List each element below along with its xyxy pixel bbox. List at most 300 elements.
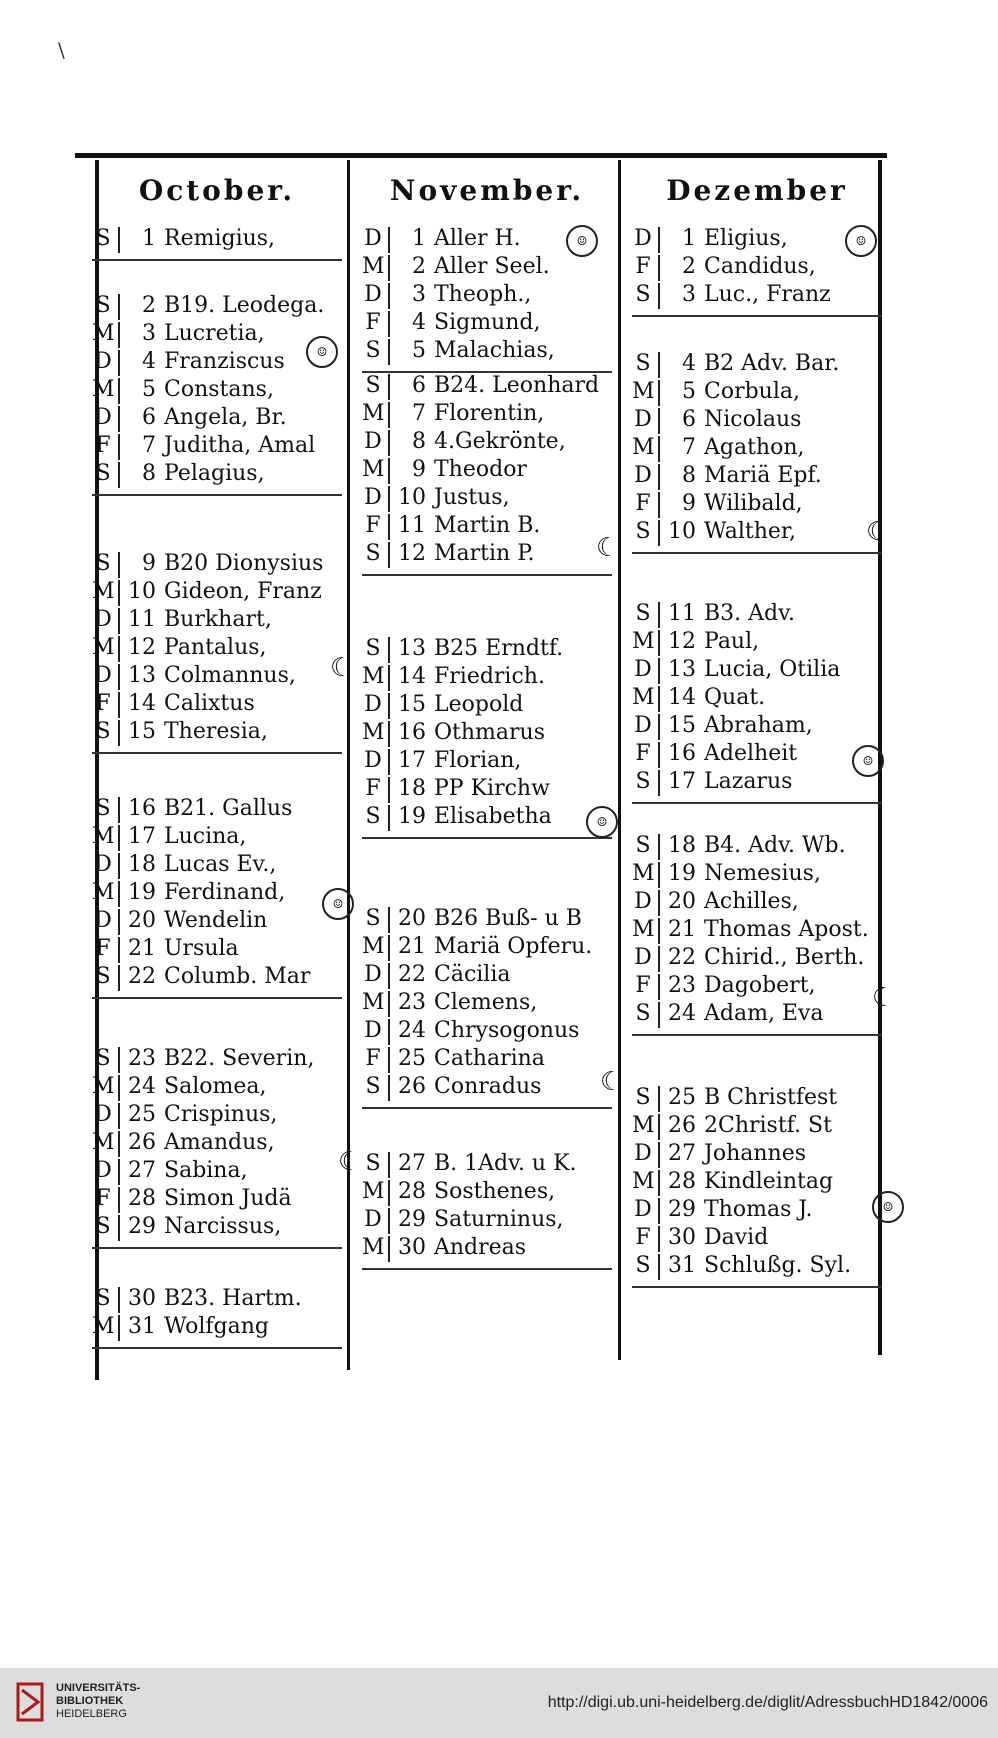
day-row (82, 606, 352, 634)
day-number: 31 (668, 1253, 696, 1278)
column-separator (118, 965, 120, 991)
day-row (622, 406, 892, 434)
day-number: 7 (412, 401, 426, 426)
day-row (622, 490, 892, 518)
day-row (82, 662, 352, 690)
column-separator (388, 1047, 390, 1073)
weekday-abbrev: D (94, 908, 112, 933)
column-separator (658, 520, 660, 546)
column-separator (388, 311, 390, 337)
day-number: 30 (668, 1225, 696, 1250)
day-number: 10 (128, 579, 156, 604)
saint-name: B Christfest (704, 1085, 838, 1110)
saint-name: Pelagius, (164, 461, 265, 486)
weekday-abbrev: F (365, 1046, 381, 1071)
column-separator (118, 434, 120, 460)
saint-name: Candidus, (704, 254, 816, 279)
column-separator (658, 834, 660, 860)
column-separator (388, 486, 390, 512)
day-number: 2 (142, 293, 156, 318)
weekday-abbrev: S (95, 293, 111, 318)
moon-phase-icon: ☺ (852, 745, 884, 777)
weekday-abbrev: D (634, 407, 652, 432)
column-separator (388, 805, 390, 831)
day-number: 23 (668, 973, 696, 998)
week-block (352, 1150, 622, 1270)
day-number: 21 (128, 936, 156, 961)
day-row (622, 684, 892, 712)
week-block (82, 292, 352, 496)
saint-name: B. 1Adv. u K. (434, 1151, 577, 1176)
day-number: 21 (398, 934, 426, 959)
weekday-abbrev: S (95, 964, 111, 989)
week-block (622, 350, 892, 554)
column-separator (388, 749, 390, 775)
day-row (82, 935, 352, 963)
column-separator (388, 1152, 390, 1178)
day-number: 23 (128, 1046, 156, 1071)
saint-name: Abraham, (704, 713, 813, 738)
day-number: 18 (398, 776, 426, 801)
day-number: 2 (682, 254, 696, 279)
day-number: 27 (668, 1141, 696, 1166)
day-number: 18 (128, 852, 156, 877)
moon-phase-icon: ☺ (306, 336, 338, 368)
saint-name: Crispinus, (164, 1102, 278, 1127)
day-row (622, 518, 892, 546)
saint-name: Nemesius, (704, 861, 821, 886)
week-rule (632, 1286, 882, 1288)
day-row (82, 432, 352, 460)
day-number: 24 (398, 1018, 426, 1043)
column-separator (118, 937, 120, 963)
saint-name: B22. Severin, (164, 1046, 315, 1071)
column-separator (658, 1086, 660, 1112)
day-number: 21 (668, 917, 696, 942)
day-row (622, 628, 892, 656)
column-separator (658, 890, 660, 916)
weekday-abbrev: M (632, 1169, 655, 1194)
weekday-abbrev: F (365, 513, 381, 538)
column-separator (388, 514, 390, 540)
day-row (82, 1213, 352, 1241)
day-number: 20 (668, 889, 696, 914)
week-block (82, 225, 352, 261)
day-number: 25 (128, 1102, 156, 1127)
weekday-abbrev: S (365, 541, 381, 566)
day-row (352, 747, 622, 775)
weekday-abbrev: M (92, 377, 115, 402)
day-row (352, 663, 622, 691)
saint-name: Lazarus (704, 769, 793, 794)
weekday-abbrev: M (362, 401, 385, 426)
column-separator (118, 322, 120, 348)
saint-name: Saturninus, (434, 1207, 564, 1232)
column-separator (388, 935, 390, 961)
day-number: 18 (668, 833, 696, 858)
column-separator (388, 402, 390, 428)
day-number: 16 (128, 796, 156, 821)
day-number: 9 (682, 491, 696, 516)
source-url[interactable]: http://digi.ub.uni-heidelberg.de/diglit/AdressbuchHD1842/0006 (547, 1694, 988, 1711)
weekday-abbrev: D (94, 1102, 112, 1127)
week-rule (362, 837, 612, 839)
weekday-abbrev: M (92, 1074, 115, 1099)
saint-name: B26 Buß- u B (434, 906, 582, 931)
week-rule (92, 1347, 342, 1349)
saint-name: Simon Judä (164, 1186, 292, 1211)
weekday-abbrev: S (635, 282, 651, 307)
saint-name: Theodor (434, 457, 527, 482)
weekday-abbrev: D (364, 1018, 382, 1043)
column-separator (388, 721, 390, 747)
saint-name: Cäcilia (434, 962, 511, 987)
saint-name: Mariä Epf. (704, 463, 822, 488)
saint-name: Conradus (434, 1074, 542, 1099)
day-row (352, 1073, 622, 1101)
week-block (352, 635, 622, 839)
column-separator (658, 1002, 660, 1028)
day-row (82, 1101, 352, 1129)
day-row (82, 634, 352, 662)
day-row (352, 428, 622, 456)
day-number: 24 (128, 1074, 156, 1099)
saint-name: Andreas (434, 1235, 527, 1260)
weekday-abbrev: M (632, 861, 655, 886)
saint-name: Florentin, (434, 401, 545, 426)
day-row (352, 989, 622, 1017)
weekday-abbrev: S (95, 1286, 111, 1311)
column-separator (118, 1047, 120, 1073)
weekday-abbrev: S (95, 551, 111, 576)
day-row (622, 1196, 892, 1224)
day-row (622, 281, 892, 309)
day-number: 11 (128, 607, 156, 632)
saint-name: Columb. Mar (164, 964, 311, 989)
saint-name: Narcissus, (164, 1214, 282, 1239)
week-rule (92, 997, 342, 999)
weekday-abbrev: D (94, 852, 112, 877)
day-number: 22 (668, 945, 696, 970)
column-separator (388, 637, 390, 663)
column-separator (118, 406, 120, 432)
day-number: 28 (668, 1169, 696, 1194)
saint-name: Lucas Ev., (164, 852, 277, 877)
day-row (622, 712, 892, 740)
column-separator (118, 378, 120, 404)
column-separator (658, 436, 660, 462)
column-separator (118, 692, 120, 718)
week-block (82, 795, 352, 999)
saint-name: Sabina, (164, 1158, 248, 1183)
day-row (352, 1045, 622, 1073)
day-number: 7 (682, 435, 696, 460)
day-row (352, 309, 622, 337)
day-number: 19 (398, 804, 426, 829)
weekday-abbrev: F (95, 1186, 111, 1211)
day-row (82, 1313, 352, 1341)
column-separator (118, 1215, 120, 1241)
column-separator (658, 1198, 660, 1224)
column-separator (658, 658, 660, 684)
day-number: 26 (398, 1074, 426, 1099)
weekday-abbrev: M (92, 1314, 115, 1339)
saint-name: Wilibald, (704, 491, 803, 516)
month-title: Dezember (666, 174, 848, 207)
saint-name: Adam, Eva (704, 1001, 824, 1026)
weekday-abbrev: M (92, 1130, 115, 1155)
saint-name: Luc., Franz (704, 282, 831, 307)
weekday-abbrev: S (635, 1001, 651, 1026)
saint-name: Elisabetha (434, 804, 552, 829)
day-row (82, 907, 352, 935)
saint-name: Amandus, (164, 1130, 275, 1155)
column-separator (658, 770, 660, 796)
weekday-abbrev: M (362, 720, 385, 745)
saint-name: Thomas Apost. (704, 917, 869, 942)
saint-name: Malachias, (434, 338, 555, 363)
day-row (352, 803, 622, 831)
weekday-abbrev: S (95, 796, 111, 821)
column-separator (118, 227, 120, 253)
day-row (622, 656, 892, 684)
column-separator (658, 602, 660, 628)
day-row (352, 1234, 622, 1262)
day-number: 27 (398, 1151, 426, 1176)
crescent-moon-icon: ☾ (866, 517, 890, 547)
calendar-frame-top (75, 153, 887, 158)
weekday-abbrev: F (365, 776, 381, 801)
saint-name: Johannes (704, 1141, 806, 1166)
saint-name: Chirid., Berth. (704, 945, 865, 970)
day-row (352, 337, 622, 365)
saint-name: Aller Seel. (434, 254, 550, 279)
weekday-abbrev: D (634, 945, 652, 970)
weekday-abbrev: M (632, 917, 655, 942)
day-number: 9 (412, 457, 426, 482)
day-row (82, 1129, 352, 1157)
column-separator (658, 714, 660, 740)
day-row (622, 860, 892, 888)
day-number: 16 (668, 741, 696, 766)
day-row (82, 550, 352, 578)
day-number: 11 (668, 601, 696, 626)
crescent-moon-icon: ☾ (330, 653, 354, 683)
day-number: 4 (412, 310, 426, 335)
weekday-abbrev: S (365, 373, 381, 398)
day-number: 25 (398, 1046, 426, 1071)
saint-name: Lucina, (164, 824, 247, 849)
day-row (622, 1000, 892, 1028)
column-separator (118, 294, 120, 320)
day-row (82, 879, 352, 907)
column-separator (388, 255, 390, 281)
weekday-abbrev: F (635, 491, 651, 516)
column-separator (388, 777, 390, 803)
weekday-abbrev: M (92, 824, 115, 849)
day-row (622, 1112, 892, 1140)
day-row (622, 434, 892, 462)
column-separator (118, 580, 120, 606)
weekday-abbrev: M (632, 629, 655, 654)
weekday-abbrev: S (365, 804, 381, 829)
saint-name: 2Christf. St (704, 1113, 832, 1138)
weekday-abbrev: M (362, 1179, 385, 1204)
saint-name: Adelheit (704, 741, 798, 766)
day-number: 3 (412, 282, 426, 307)
column-separator (388, 458, 390, 484)
saint-name: B23. Hartm. (164, 1286, 302, 1311)
day-number: 8 (142, 461, 156, 486)
saint-name: Pantalus, (164, 635, 267, 660)
day-number: 2 (412, 254, 426, 279)
weekday-abbrev: S (95, 719, 111, 744)
day-number: 17 (668, 769, 696, 794)
day-row (352, 719, 622, 747)
day-row (622, 350, 892, 378)
column-separator (658, 742, 660, 768)
day-number: 29 (398, 1207, 426, 1232)
weekday-abbrev: M (362, 664, 385, 689)
day-number: 14 (128, 691, 156, 716)
saint-name: B2 Adv. Bar. (704, 351, 840, 376)
day-row (622, 944, 892, 972)
weekday-abbrev: S (365, 906, 381, 931)
day-row (352, 540, 622, 568)
weekday-abbrev: F (635, 1225, 651, 1250)
day-number: 5 (142, 377, 156, 402)
saint-name: Sigmund, (434, 310, 541, 335)
saint-name: Florian, (434, 748, 522, 773)
column-separator (658, 464, 660, 490)
library-name-line: BIBLIOTHEK (56, 1695, 124, 1707)
day-number: 5 (682, 379, 696, 404)
weekday-abbrev: S (635, 1085, 651, 1110)
weekday-abbrev: D (364, 429, 382, 454)
weekday-abbrev: M (92, 635, 115, 660)
column-separator (388, 339, 390, 365)
saint-name: B25 Erndtf. (434, 636, 564, 661)
week-rule (632, 552, 882, 554)
column-separator (388, 907, 390, 933)
week-block (82, 1045, 352, 1249)
weekday-abbrev: S (365, 1074, 381, 1099)
column-separator (118, 664, 120, 690)
day-number: 10 (668, 519, 696, 544)
saint-name: Lucia, Otilia (704, 657, 841, 682)
weekday-abbrev: M (632, 379, 655, 404)
saint-name: B24. Leonhard (434, 373, 600, 398)
weekday-abbrev: S (635, 351, 651, 376)
saint-name: Wendelin (164, 908, 268, 933)
saint-name: Schlußg. Syl. (704, 1253, 852, 1278)
column-separator (118, 1315, 120, 1341)
day-number: 17 (398, 748, 426, 773)
column-separator (118, 797, 120, 823)
weekday-abbrev: M (362, 990, 385, 1015)
day-row (352, 961, 622, 989)
weekday-abbrev: M (92, 579, 115, 604)
day-number: 10 (398, 485, 426, 510)
day-number: 26 (128, 1130, 156, 1155)
moon-phase-icon: ☺ (566, 225, 598, 257)
day-row (352, 253, 622, 281)
weekday-abbrev: S (635, 519, 651, 544)
crescent-moon-icon: ☾ (596, 533, 620, 563)
column-separator (118, 853, 120, 879)
day-row (82, 823, 352, 851)
saint-name: Constans, (164, 377, 274, 402)
day-number: 27 (128, 1158, 156, 1183)
saint-name: Agathon, (704, 435, 805, 460)
moon-phase-icon: ☺ (845, 225, 877, 257)
day-number: 30 (398, 1235, 426, 1260)
library-name (56, 1682, 140, 1721)
saint-name: Gideon, Franz (164, 579, 322, 604)
column-separator (118, 825, 120, 851)
day-number: 19 (128, 880, 156, 905)
day-row (622, 1224, 892, 1252)
day-row (622, 972, 892, 1000)
weekday-abbrev: D (634, 226, 652, 251)
column-separator (388, 963, 390, 989)
day-number: 28 (398, 1179, 426, 1204)
weekday-abbrev: D (94, 663, 112, 688)
library-name-line: UNIVERSITÄTS- (56, 1682, 141, 1694)
weekday-abbrev: S (635, 601, 651, 626)
day-number: 8 (682, 463, 696, 488)
day-row (82, 292, 352, 320)
week-block (622, 1084, 892, 1288)
column-separator (118, 1287, 120, 1313)
day-row (352, 281, 622, 309)
day-number: 14 (668, 685, 696, 710)
day-row (82, 851, 352, 879)
day-row (352, 372, 622, 400)
weekday-abbrev: F (635, 254, 651, 279)
day-number: 22 (128, 964, 156, 989)
day-row (82, 1285, 352, 1313)
column-separator (658, 492, 660, 518)
saint-name: Dagobert, (704, 973, 816, 998)
saint-name: Leopold (434, 692, 524, 717)
column-separator (388, 283, 390, 309)
weekday-abbrev: M (362, 457, 385, 482)
day-row (352, 775, 622, 803)
day-number: 23 (398, 990, 426, 1015)
column-separator (658, 1226, 660, 1252)
saint-name: Sosthenes, (434, 1179, 556, 1204)
day-row (82, 225, 352, 253)
column-separator (658, 974, 660, 1000)
day-row (622, 378, 892, 406)
saint-name: B3. Adv. (704, 601, 795, 626)
column-separator (658, 1114, 660, 1140)
saint-name: Corbula, (704, 379, 800, 404)
moon-phase-icon: ☺ (586, 806, 618, 838)
saint-name: B20 Dionysius (164, 551, 324, 576)
crescent-moon-icon: ☾ (600, 1067, 624, 1097)
weekday-abbrev: D (364, 692, 382, 717)
column-separator (658, 862, 660, 888)
column-separator (118, 350, 120, 376)
column-separator (658, 380, 660, 406)
day-row (352, 400, 622, 428)
day-row (82, 1157, 352, 1185)
saint-name: Calixtus (164, 691, 255, 716)
weekday-abbrev: S (365, 338, 381, 363)
stray-mark: \ (58, 38, 65, 62)
